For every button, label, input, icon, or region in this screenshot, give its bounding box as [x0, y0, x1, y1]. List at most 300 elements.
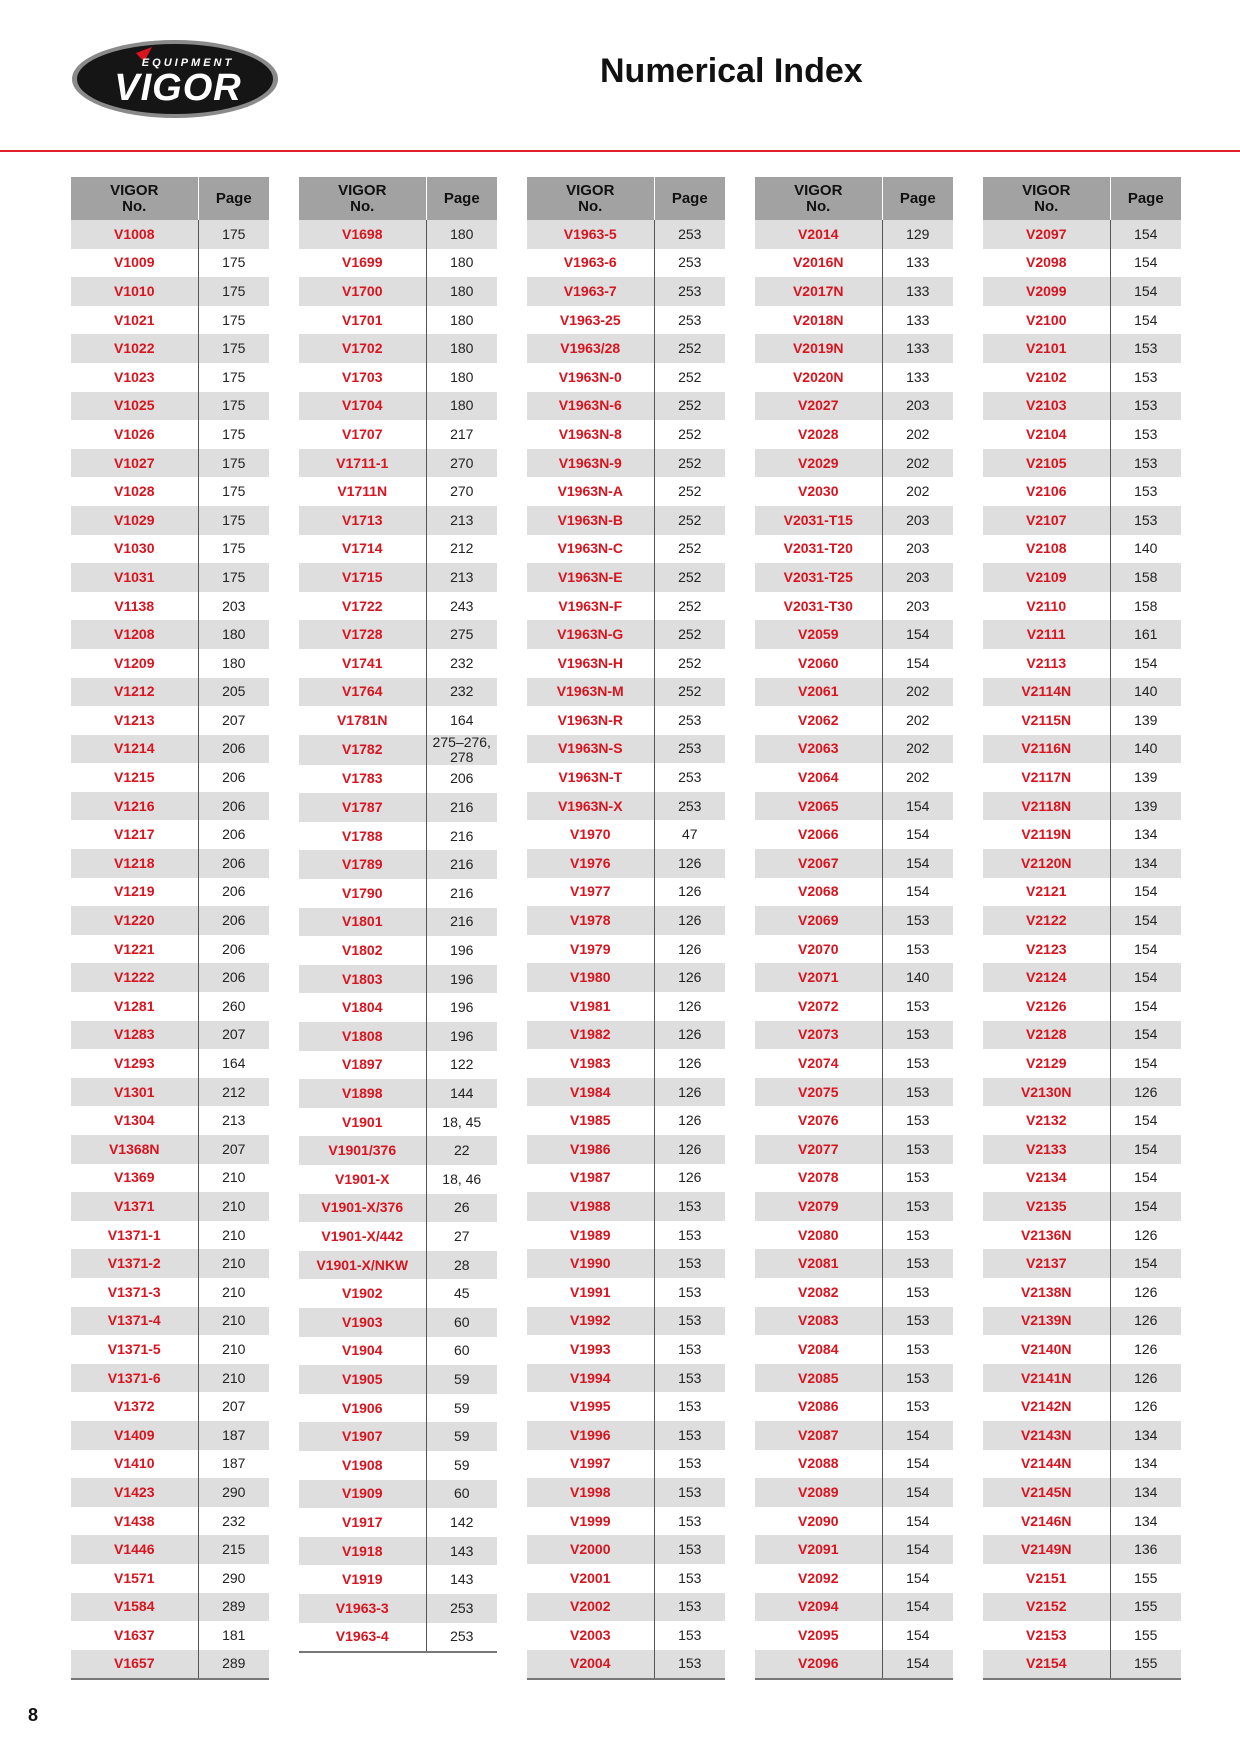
page-ref: 216	[426, 850, 497, 879]
page-ref: 126	[678, 1055, 702, 1072]
item-number: V2020N	[755, 363, 882, 392]
table-row	[71, 1249, 269, 1278]
page-ref: 207	[198, 1021, 269, 1050]
page-ref: 154	[1134, 1112, 1158, 1129]
table-row	[71, 277, 269, 306]
table-row	[755, 1135, 953, 1164]
header-vigor-no: VIGOR No.	[755, 177, 882, 220]
page-ref: 202	[906, 711, 930, 728]
table-row	[983, 392, 1181, 421]
page-ref: 180	[222, 654, 246, 671]
item-number: V1371-3	[71, 1278, 198, 1307]
item-number: V2092	[755, 1564, 882, 1593]
item-number: V2064	[755, 763, 882, 792]
table-row	[71, 506, 269, 535]
table-row	[527, 1335, 725, 1364]
page-ref: 153	[654, 1593, 725, 1622]
table-row	[983, 963, 1181, 992]
table-row	[983, 1593, 1181, 1622]
item-number: V2070	[755, 935, 882, 964]
page-ref: 153	[678, 1283, 702, 1300]
table-row	[983, 849, 1181, 878]
item-number: V1909	[299, 1480, 426, 1509]
item-number: V2073	[755, 1021, 882, 1050]
item-number: V1997	[527, 1450, 654, 1479]
page-ref: 133	[906, 254, 930, 271]
page-ref: 289	[198, 1650, 269, 1680]
page-ref: 134	[1110, 1421, 1181, 1450]
table-row	[299, 420, 497, 449]
table-row	[755, 735, 953, 764]
item-number: V2088	[755, 1450, 882, 1479]
table-row	[299, 1222, 497, 1251]
item-number: V2098	[983, 249, 1110, 278]
item-number: V1963-6	[527, 249, 654, 278]
table-row	[71, 963, 269, 992]
table-row	[299, 1108, 497, 1137]
page-ref: 154	[906, 826, 930, 843]
item-number: V2031-T30	[755, 592, 882, 621]
table-row	[755, 1621, 953, 1650]
table-row	[299, 1051, 497, 1080]
item-number: V2085	[755, 1364, 882, 1393]
table-row	[71, 1392, 269, 1421]
table-row	[299, 1279, 497, 1308]
item-number: V1963N-M	[527, 678, 654, 707]
table-row	[983, 1249, 1181, 1278]
item-number: V2077	[755, 1135, 882, 1164]
page-ref: 153	[1110, 506, 1181, 535]
table-row	[71, 649, 269, 678]
page-ref: 180	[426, 392, 497, 421]
page-ref: 153	[906, 1112, 930, 1129]
item-number: V1369	[71, 1164, 198, 1193]
page-ref: 253	[426, 1623, 497, 1653]
table-row	[983, 1307, 1181, 1336]
item-number: V2089	[755, 1478, 882, 1507]
item-number: V1990	[527, 1249, 654, 1278]
table-row	[983, 935, 1181, 964]
page-ref: 154	[1110, 906, 1181, 935]
page-ref: 202	[906, 425, 930, 442]
table-row	[755, 935, 953, 964]
table-row	[299, 363, 497, 392]
item-number: V1917	[299, 1508, 426, 1537]
item-number: V2119N	[983, 820, 1110, 849]
page-ref: 206	[222, 883, 246, 900]
item-number: V1741	[299, 649, 426, 678]
page-ref: 153	[906, 1340, 930, 1357]
item-number: V1220	[71, 906, 198, 935]
table-row	[71, 849, 269, 878]
page-ref: 252	[654, 334, 725, 363]
page-ref: 153	[654, 1192, 725, 1221]
item-number: V2103	[983, 392, 1110, 421]
page-ref: 158	[1134, 597, 1158, 614]
table-row	[71, 1192, 269, 1221]
item-number: V1803	[299, 965, 426, 994]
page-ref: 122	[450, 1056, 474, 1073]
item-number: V1963N-R	[527, 706, 654, 735]
table-row	[527, 1049, 725, 1078]
item-number: V2135	[983, 1192, 1110, 1221]
item-number: V1410	[71, 1450, 198, 1479]
item-number: V1898	[299, 1079, 426, 1108]
page-ref: 154	[1110, 277, 1181, 306]
page-ref: 153	[1134, 425, 1158, 442]
page-ref: 126	[654, 906, 725, 935]
table-row	[755, 1278, 953, 1307]
table-row	[299, 306, 497, 335]
item-number: V1438	[71, 1507, 198, 1536]
page-ref: 154	[1134, 1169, 1158, 1186]
item-number: V1029	[71, 506, 198, 535]
page-ref: 216	[450, 827, 474, 844]
page-ref: 175	[222, 425, 246, 442]
table-row	[527, 420, 725, 449]
table-row	[527, 1021, 725, 1050]
table-row	[527, 1192, 725, 1221]
table-row	[299, 392, 497, 421]
page-ref: 206	[198, 735, 269, 764]
item-number: V2104	[983, 420, 1110, 449]
table-row	[299, 706, 497, 735]
item-number: V1982	[527, 1021, 654, 1050]
item-number: V2124	[983, 963, 1110, 992]
table-row	[983, 220, 1181, 249]
table-row	[755, 1049, 953, 1078]
page-ref: 153	[678, 1569, 702, 1586]
item-number: V1901-X/376	[299, 1194, 426, 1223]
page-ref: 59	[426, 1365, 497, 1394]
item-number: V1986	[527, 1135, 654, 1164]
table-row	[755, 334, 953, 363]
page-ref: 206	[222, 769, 246, 786]
table-row	[299, 993, 497, 1022]
page-ref: 181	[222, 1626, 246, 1643]
page-ref: 153	[882, 1135, 953, 1164]
table-row	[527, 620, 725, 649]
page-ref: 126	[678, 940, 702, 957]
table-row	[299, 1337, 497, 1366]
page-ref: 180	[450, 368, 474, 385]
table-row	[71, 535, 269, 564]
page-ref: 126	[1134, 1398, 1158, 1415]
table-row	[983, 1106, 1181, 1135]
page-ref: 203	[906, 540, 930, 557]
item-number: V1963N-G	[527, 620, 654, 649]
page-ref: 210	[198, 1307, 269, 1336]
item-number: V1963N-F	[527, 592, 654, 621]
page-ref: 158	[1110, 563, 1181, 592]
page-ref: 18, 45	[442, 1113, 482, 1130]
table-row	[527, 1564, 725, 1593]
page-ref: 153	[678, 1626, 702, 1643]
page-ref: 232	[222, 1512, 246, 1529]
page-ref: 134	[1110, 1478, 1181, 1507]
page-title: Numerical Index	[600, 52, 863, 90]
item-number: V1788	[299, 822, 426, 851]
item-number: V2126	[983, 992, 1110, 1021]
page-ref: 153	[906, 1055, 930, 1072]
page-ref: 253	[678, 311, 702, 328]
page-ref: 154	[906, 1626, 930, 1643]
item-number: V1304	[71, 1106, 198, 1135]
page-ref: 140	[1134, 540, 1158, 557]
page-ref: 153	[882, 906, 953, 935]
table-row	[299, 965, 497, 994]
table-row	[755, 1364, 953, 1393]
page-ref: 252	[678, 483, 702, 500]
item-number: V2140N	[983, 1335, 1110, 1364]
table-row	[755, 1021, 953, 1050]
table-row	[983, 1392, 1181, 1421]
item-number: V2111	[983, 620, 1110, 649]
item-number: V1216	[71, 792, 198, 821]
page-ref: 155	[1134, 1569, 1158, 1586]
page-ref: 153	[906, 940, 930, 957]
page-ref: 175	[198, 449, 269, 478]
table-row	[527, 1078, 725, 1107]
table-row	[983, 363, 1181, 392]
header-vigor-no: VIGOR No.	[299, 177, 426, 220]
page-ref: 153	[678, 1512, 702, 1529]
page-ref: 196	[450, 942, 474, 959]
item-number: V2067	[755, 849, 882, 878]
page-ref: 217	[450, 425, 474, 442]
page-ref: 143	[450, 1571, 474, 1588]
item-number: V1902	[299, 1279, 426, 1308]
table-row	[299, 1623, 497, 1653]
item-number: V2084	[755, 1335, 882, 1364]
table-row	[71, 1421, 269, 1450]
item-number: V2066	[755, 820, 882, 849]
table-row	[755, 1593, 953, 1622]
page-ref: 153	[678, 1455, 702, 1472]
item-number: V1722	[299, 592, 426, 621]
table-row	[299, 1537, 497, 1566]
page-ref: 153	[1134, 483, 1158, 500]
page-ref: 206	[198, 906, 269, 935]
page-ref: 202	[882, 735, 953, 764]
page-ref: 153	[906, 997, 930, 1014]
page-ref: 153	[1110, 392, 1181, 421]
table-row	[71, 992, 269, 1021]
page-ref: 126	[1110, 1364, 1181, 1393]
page-ref: 18, 46	[442, 1170, 482, 1187]
page-ref: 153	[678, 1226, 702, 1243]
item-number: V2028	[755, 420, 882, 449]
item-number: V2019N	[755, 334, 882, 363]
page-ref: 126	[654, 1078, 725, 1107]
page-ref: 154	[1134, 883, 1158, 900]
item-number: V1714	[299, 535, 426, 564]
item-number: V1999	[527, 1507, 654, 1536]
table-row	[755, 392, 953, 421]
page-ref: 154	[906, 1512, 930, 1529]
item-number: V1963N-0	[527, 363, 654, 392]
item-number: V1368N	[71, 1135, 198, 1164]
page-ref: 206	[198, 792, 269, 821]
item-number: V2080	[755, 1221, 882, 1250]
table-row	[299, 1565, 497, 1594]
item-number: V1371-1	[71, 1221, 198, 1250]
item-number: V2110	[983, 592, 1110, 621]
table-row	[527, 563, 725, 592]
table-row	[527, 706, 725, 735]
table-row	[299, 506, 497, 535]
page-ref: 290	[198, 1478, 269, 1507]
page-ref: 180	[450, 254, 474, 271]
page-ref: 232	[426, 678, 497, 707]
item-number: V1028	[71, 477, 198, 506]
item-number: V1281	[71, 992, 198, 1021]
table-row	[71, 906, 269, 935]
table-row	[71, 820, 269, 849]
table-row	[527, 334, 725, 363]
item-number: V1989	[527, 1221, 654, 1250]
page-ref: 253	[654, 220, 725, 249]
table-row	[299, 249, 497, 278]
item-number: V2129	[983, 1049, 1110, 1078]
page-ref: 153	[654, 1364, 725, 1393]
item-number: V1781N	[299, 706, 426, 735]
item-number: V1789	[299, 850, 426, 879]
item-number: V1963N-B	[527, 506, 654, 535]
page-ref: 216	[426, 908, 497, 937]
table-row	[71, 334, 269, 363]
table-row	[299, 1136, 497, 1165]
page-ref: 252	[654, 449, 725, 478]
table-row	[755, 906, 953, 935]
item-number: V1782	[299, 735, 426, 765]
item-number: V1897	[299, 1051, 426, 1080]
table-row	[71, 592, 269, 621]
table-row	[983, 1135, 1181, 1164]
page-ref: 154	[882, 849, 953, 878]
table-row	[527, 1164, 725, 1193]
item-number: V1963N-A	[527, 477, 654, 506]
table-row	[71, 1078, 269, 1107]
table-row	[755, 1106, 953, 1135]
item-number: V2116N	[983, 735, 1110, 764]
page-ref: 60	[426, 1480, 497, 1509]
table-row	[527, 1249, 725, 1278]
table-row	[527, 878, 725, 907]
page-ref: 196	[426, 1022, 497, 1051]
table-row	[755, 363, 953, 392]
item-number: V2132	[983, 1106, 1110, 1135]
page-ref: 155	[1110, 1593, 1181, 1622]
table-row	[983, 477, 1181, 506]
page-ref: 143	[426, 1537, 497, 1566]
item-number: V2097	[983, 220, 1110, 249]
page-ref: 270	[450, 483, 474, 500]
table-row	[755, 1535, 953, 1564]
item-number: V2145N	[983, 1478, 1110, 1507]
page-ref: 22	[426, 1136, 497, 1165]
page-ref: 175	[222, 254, 246, 271]
item-number: V1906	[299, 1394, 426, 1423]
table-row	[983, 592, 1181, 621]
table-row	[755, 849, 953, 878]
table-row	[299, 334, 497, 363]
page-ref: 154	[1110, 1021, 1181, 1050]
item-number: V2069	[755, 906, 882, 935]
page-ref: 45	[453, 1285, 470, 1302]
header-vigor-no: VIGOR No.	[71, 177, 198, 220]
table-row	[983, 535, 1181, 564]
item-number: V1984	[527, 1078, 654, 1107]
table-row	[527, 963, 725, 992]
item-number: V1901-X/NKW	[299, 1251, 426, 1280]
page-ref: 153	[882, 1364, 953, 1393]
table-row	[527, 477, 725, 506]
page-ref: 153	[882, 1307, 953, 1336]
table-row	[299, 449, 497, 478]
page-ref: 260	[222, 997, 246, 1014]
page-ref: 213	[222, 1112, 246, 1129]
item-number: V1901-X/442	[299, 1222, 426, 1251]
table-row	[983, 649, 1181, 678]
table-row	[299, 850, 497, 879]
page-ref: 139	[1110, 792, 1181, 821]
page-ref: 133	[906, 368, 930, 385]
item-number: V2031-T15	[755, 506, 882, 535]
table-row	[527, 763, 725, 792]
table-row	[299, 1480, 497, 1509]
page-ref: 154	[882, 792, 953, 821]
item-number: V2068	[755, 878, 882, 907]
page-ref: 210	[222, 1340, 246, 1357]
item-number: V1293	[71, 1049, 198, 1078]
item-number: V2014	[755, 220, 882, 249]
table-row	[299, 1165, 497, 1194]
item-number: V1980	[527, 963, 654, 992]
page-ref: 187	[222, 1455, 246, 1472]
page-ref: 133	[906, 311, 930, 328]
page-ref: 180	[198, 620, 269, 649]
page-ref: 154	[1110, 220, 1181, 249]
page-ref: 252	[654, 506, 725, 535]
page-ref: 253	[654, 735, 725, 764]
page-ref: 136	[1110, 1535, 1181, 1564]
page-ref: 275–276, 278	[426, 735, 497, 765]
page-ref: 210	[222, 1169, 246, 1186]
table-row	[527, 1364, 725, 1393]
page-ref: 126	[1134, 1283, 1158, 1300]
table-row	[527, 1478, 725, 1507]
item-number: V2076	[755, 1106, 882, 1135]
item-number: V1701	[299, 306, 426, 335]
page-ref: 154	[1110, 1249, 1181, 1278]
item-number: V2016N	[755, 249, 882, 278]
item-number: V2142N	[983, 1392, 1110, 1421]
item-number: V2075	[755, 1078, 882, 1107]
header-page: Page	[882, 177, 953, 220]
table-row	[299, 822, 497, 851]
page-ref: 210	[198, 1192, 269, 1221]
page-ref: 206	[198, 963, 269, 992]
page-ref: 164	[450, 711, 474, 728]
page-ref: 154	[1134, 1055, 1158, 1072]
page-ref: 140	[882, 963, 953, 992]
table-row	[299, 936, 497, 965]
item-number: V1998	[527, 1478, 654, 1507]
item-number: V1978	[527, 906, 654, 935]
item-number: V1371	[71, 1192, 198, 1221]
table-row	[71, 220, 269, 249]
